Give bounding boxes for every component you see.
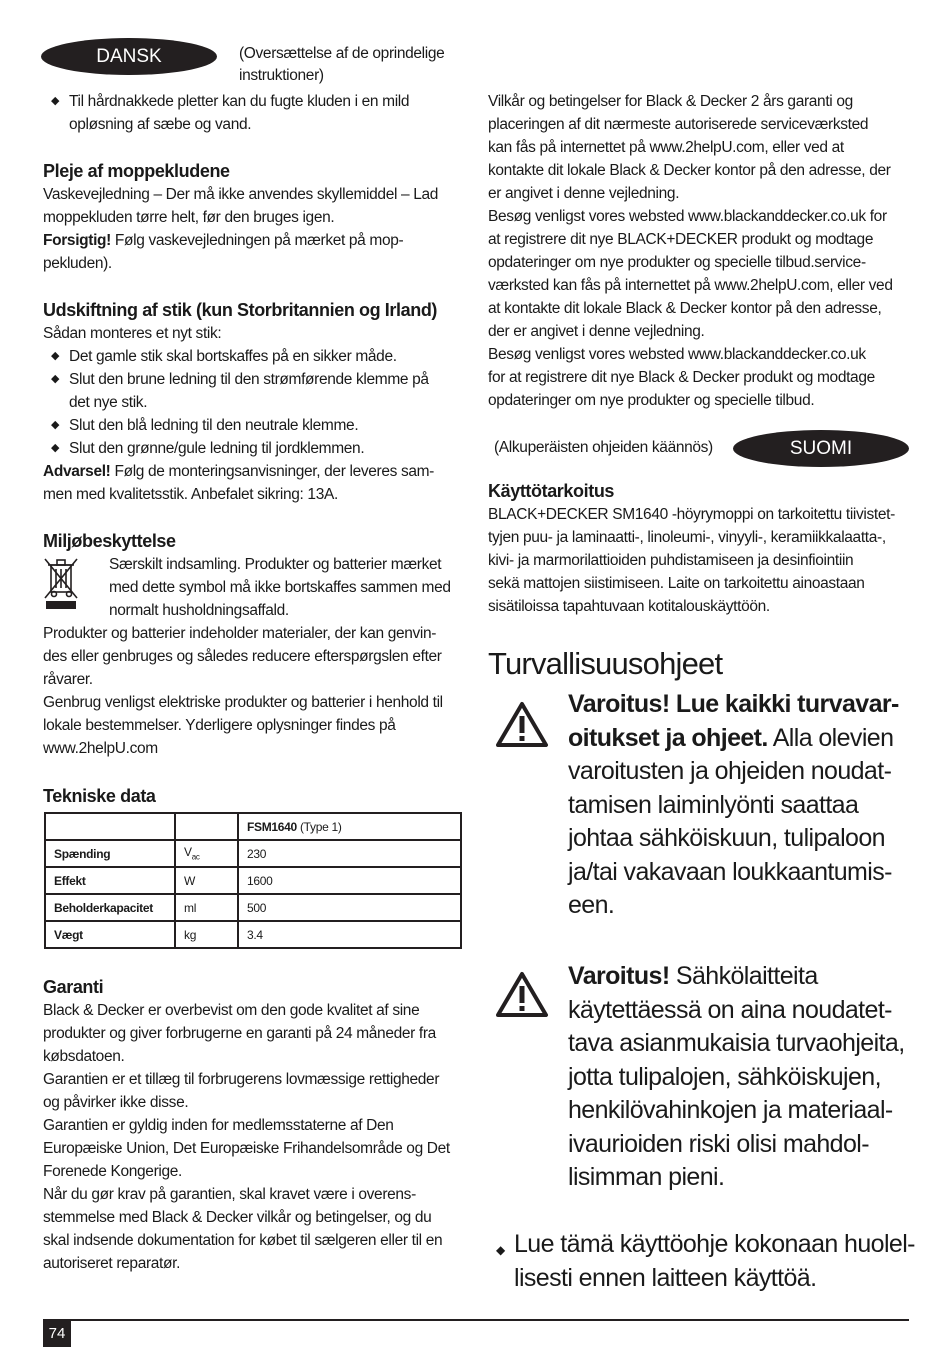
footer-rule bbox=[43, 1319, 909, 1321]
page-number: 74 bbox=[43, 1319, 71, 1347]
language-label-suomi: SUOMI bbox=[733, 430, 909, 467]
tech-data-table bbox=[44, 812, 462, 949]
bullet-icon: ◆ bbox=[51, 350, 60, 362]
crossed-bin-icon bbox=[42, 555, 80, 611]
warning-triangle-icon bbox=[495, 970, 549, 1018]
table-row bbox=[45, 813, 461, 840]
table-row: Spænding $V_{ac}$ 230 bbox=[45, 840, 461, 867]
bullet-icon: ◆ bbox=[496, 1243, 505, 1257]
caution-label: Forsigtig! bbox=[43, 232, 111, 249]
section-heading: Miljøbeskyttelse bbox=[43, 531, 176, 551]
translation-note-suomi: (Alkuperäisten ohjeiden käännös) bbox=[494, 439, 713, 456]
model-name: FSM1640 bbox=[247, 819, 297, 834]
warning-triangle-icon bbox=[495, 700, 549, 748]
tech-section bbox=[43, 784, 468, 808]
section-heading: Tekniske data bbox=[43, 786, 156, 806]
translation-note-dansk: (Oversættelse af de oprindelige instruktioner) bbox=[239, 45, 445, 84]
warning-block-2: Varoitus! Sähkölaitteita käytettäessä on aina noudatet- tava asianmukaisia turvaohjeita, jotta tulipalojen, sähköiskujen, henkilövahinkojen ja materiaal- ivaurioiden riski olisi mahdol- lisimman pieni. bbox=[568, 962, 905, 1191]
list-item: ◆ Slut den grønne/gule ledning til jordklemmen. bbox=[43, 437, 468, 460]
miljo-text: Produkter og batterier indeholder materialer, der kan genvin- des eller genbruges og således reducere efterspørgslen efter råvarer. Genbrug venligst elektriske produkter og batterier i henhold til lokale bestemmelser. Yderligere oplysninger findes på www.2helpU.com bbox=[43, 625, 443, 757]
stik-section: Udskiftning af stik (kun Storbritannien og Irland) Sådan monteres et nyt stik: ◆ Det gamle stik skal bortskaffes på en sikker måde. ◆ Slut den brune ledning til den strømførende klemme på det nye stik. ◆ Slut den blå ledning til den neutrale klemme. ◆ Slut den grønne/gule ledning til jordklemmen. Advarsel! Følg de monteringsanvisninger, der leveres sam- men med kvalitetsstik. Anbefalet sikring: 13A. bbox=[43, 298, 468, 506]
list-item: ◆ Det gamle stik skal bortskaffes på en sikker måde. bbox=[43, 345, 468, 368]
list-item: ◆ Til hårdnakkede pletter kan du fugte kluden i en mild opløsning af sæbe og vand. bbox=[43, 90, 468, 136]
final-bullet: ◆ Lue tämä käyttöohje kokonaan huolel- lisesti ennen laitteen käyttöä. bbox=[496, 1230, 915, 1292]
miljo-text-side: Særskilt indsamling. Produkter og batterier mærket med dette symbol må ikke bortskaffes sammen med normalt husholdningsaffald. bbox=[109, 556, 451, 619]
bullet-icon: ◆ bbox=[51, 442, 60, 454]
bullet-icon: ◆ bbox=[51, 95, 60, 107]
warning-label: Advarsel! bbox=[43, 463, 111, 480]
table-row: Beholderkapacitet ml 500 bbox=[45, 894, 461, 921]
section-heading: Udskiftning af stik (kun Storbritannien og Irland) bbox=[43, 300, 438, 320]
table-row: Effekt W 1600 bbox=[45, 867, 461, 894]
language-label-dansk: DANSK bbox=[41, 38, 217, 75]
garanti-section: Garanti Black & Decker er overbevist om den gode kvalitet af sine produkter og giver forbrugerne en garanti på 24 måneder fra købsdatoen. Garantien er et tillæg til forbrugerens lovmæssige rettigheder og påvirker ikke disse. Garantien er gyldig inden for medlemsstaterne af Den Europæiske Union, Det Europæiske Frihandelsområde og Det Forenede Kongerige. Når du gør krav på garantien, skal kravet være i overens- stemmelse med Black & Decker vilkår og betingelser, og du skal indsende dokumentation for købet til sælgeren eller til en autoriseret reparatør. bbox=[43, 975, 468, 1275]
kaytto-section: Käyttötarkoitus BLACK+DECKER SM1640 -höyrymoppi on tarkoitettu tiivistet- tyjen puu- ja laminaatti-, linoleumi-, vinyyli-, keramiikkalaatta-, kivi- ja marmorilattioiden puhdistamiseen ja desinfiointiin sekä mattojen siistimiseen. Laite on tarkoitettu ainoastaan sisätiloissa tapahtuvaan kotitalouskäyttöön. bbox=[488, 479, 918, 618]
pleje-section: Pleje af moppekludene Vaskevejledning – Der må ikke anvendes skyllemiddel – Lad moppekluden tørre helt, før den bruges igen. Forsigtig! Følg vaskevejledningen på mærket på mop- pekluden). bbox=[43, 159, 468, 275]
miljo-section bbox=[43, 529, 468, 553]
list-item: ◆ Slut den brune ledning til den strømførende klemme på det nye stik. bbox=[43, 368, 468, 414]
section-heading: Käyttötarkoitus bbox=[488, 481, 615, 501]
bullet-icon: ◆ bbox=[51, 419, 60, 431]
list-item: ◆ Slut den blå ledning til den neutrale klemme. bbox=[43, 414, 468, 437]
table-row: Vægt kg 3.4 bbox=[45, 921, 461, 948]
page-title: Turvallisuusohjeet bbox=[488, 646, 723, 681]
warning-block-1: Varoitus! Lue kaikki turvavar- oitukset ja ohjeet. Alla olevien varoitusten ja ohjeiden noudat- tamisen laiminlyönti saattaa johtaa sähköiskuun, tulipaloon ja/tai vakavaan loukkaantumis- een. bbox=[568, 690, 899, 919]
section-heading: Garanti bbox=[43, 977, 104, 997]
bullet-icon: ◆ bbox=[51, 373, 60, 385]
vilkar-text: Vilkår og betingelser for Black & Decker 2 års garanti og placeringen af dit nærmeste autoriserede serviceværksted kan fås på internettet på www.2helpU.com, eller ved at kontakte dit lokale Black & Decker kontor på den adresse, der er angivet i denne vejledning. Besøg venligst vores websted www.blackanddecker.co.uk for at registrere dit nye BLACK+DECKER produkt og modtage opdateringer om nye produkter og specielle tilbud.service- værksted kan fås på internettet på www.2helpU.com, eller ved at kontakte dit lokale Black & Decker kontor på den adresse, der er angivet i denne vejledning. Besøg venligst vores websted www.blackanddecker.co.uk for at registrere dit nye Black & Decker produkt og modtage opdateringer om nye produkter og specielle tilbud. bbox=[488, 93, 893, 409]
model-type: (Type 1) bbox=[296, 819, 342, 834]
left-column bbox=[43, 90, 468, 136]
section-heading: Pleje af moppekludene bbox=[43, 161, 230, 181]
